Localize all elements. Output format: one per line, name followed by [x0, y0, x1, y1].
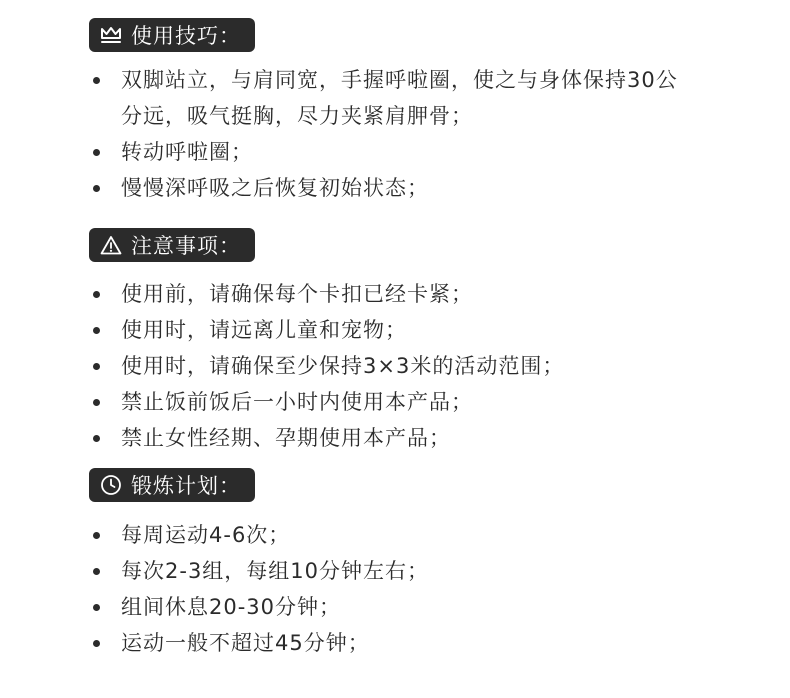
bullet [93, 532, 100, 539]
precautions-list [0, 276, 790, 456]
list-item [0, 276, 790, 312]
list-item-text: 慢慢深呼吸之后恢复初始状态； [121, 176, 429, 200]
bullet [93, 435, 100, 442]
list-item [0, 170, 790, 206]
list-item [0, 517, 790, 553]
section-header-usage-tips [89, 18, 255, 52]
bullet [93, 604, 100, 611]
section-title: 注意事项： [131, 234, 241, 258]
list-item-text: 双脚站立，与肩同宽，手握呼啦圈，使之与身体保持30公分远，吸气挺胸，尽力夹紧肩胛骨； [121, 68, 678, 128]
list-item [0, 312, 790, 348]
list-item-text: 禁止女性经期、孕期使用本产品； [121, 426, 451, 450]
list-item [0, 420, 790, 456]
exercise-plan-list [0, 517, 790, 661]
bullet [93, 640, 100, 647]
list-item [0, 625, 790, 661]
list-item [0, 553, 790, 589]
list-item [0, 384, 790, 420]
bullet [93, 291, 100, 298]
list-item [0, 134, 790, 170]
list-item [0, 62, 790, 134]
section-header-exercise-plan [89, 468, 255, 502]
list-item-text: 组间休息20-30分钟； [121, 595, 342, 619]
list-item-text: 使用时，请确保至少保持3×3米的活动范围； [121, 354, 565, 378]
bullet [93, 568, 100, 575]
section-title: 使用技巧： [131, 24, 241, 48]
list-item [0, 589, 790, 625]
list-item-text: 使用时，请远离儿童和宠物； [121, 318, 407, 342]
warning-icon [99, 233, 123, 257]
list-item-text: 转动呼啦圈； [121, 140, 253, 164]
section-header-precautions [89, 228, 255, 262]
list-item-text: 每次2-3组，每组10分钟左右； [121, 559, 430, 583]
bullet [93, 149, 100, 156]
usage-tips-list [0, 62, 790, 206]
clock-icon [99, 473, 123, 497]
bullet [93, 185, 100, 192]
list-item-text: 每周运动4-6次； [121, 523, 291, 547]
list-item [0, 348, 790, 384]
bullet [93, 77, 100, 84]
list-item-text: 使用前，请确保每个卡扣已经卡紧； [121, 282, 473, 306]
list-item-text: 运动一般不超过45分钟； [121, 631, 370, 655]
section-title: 锻炼计划： [131, 474, 241, 498]
crown-icon [99, 23, 123, 47]
bullet [93, 399, 100, 406]
list-item-text: 禁止饭前饭后一小时内使用本产品； [121, 390, 473, 414]
bullet [93, 363, 100, 370]
bullet [93, 327, 100, 334]
